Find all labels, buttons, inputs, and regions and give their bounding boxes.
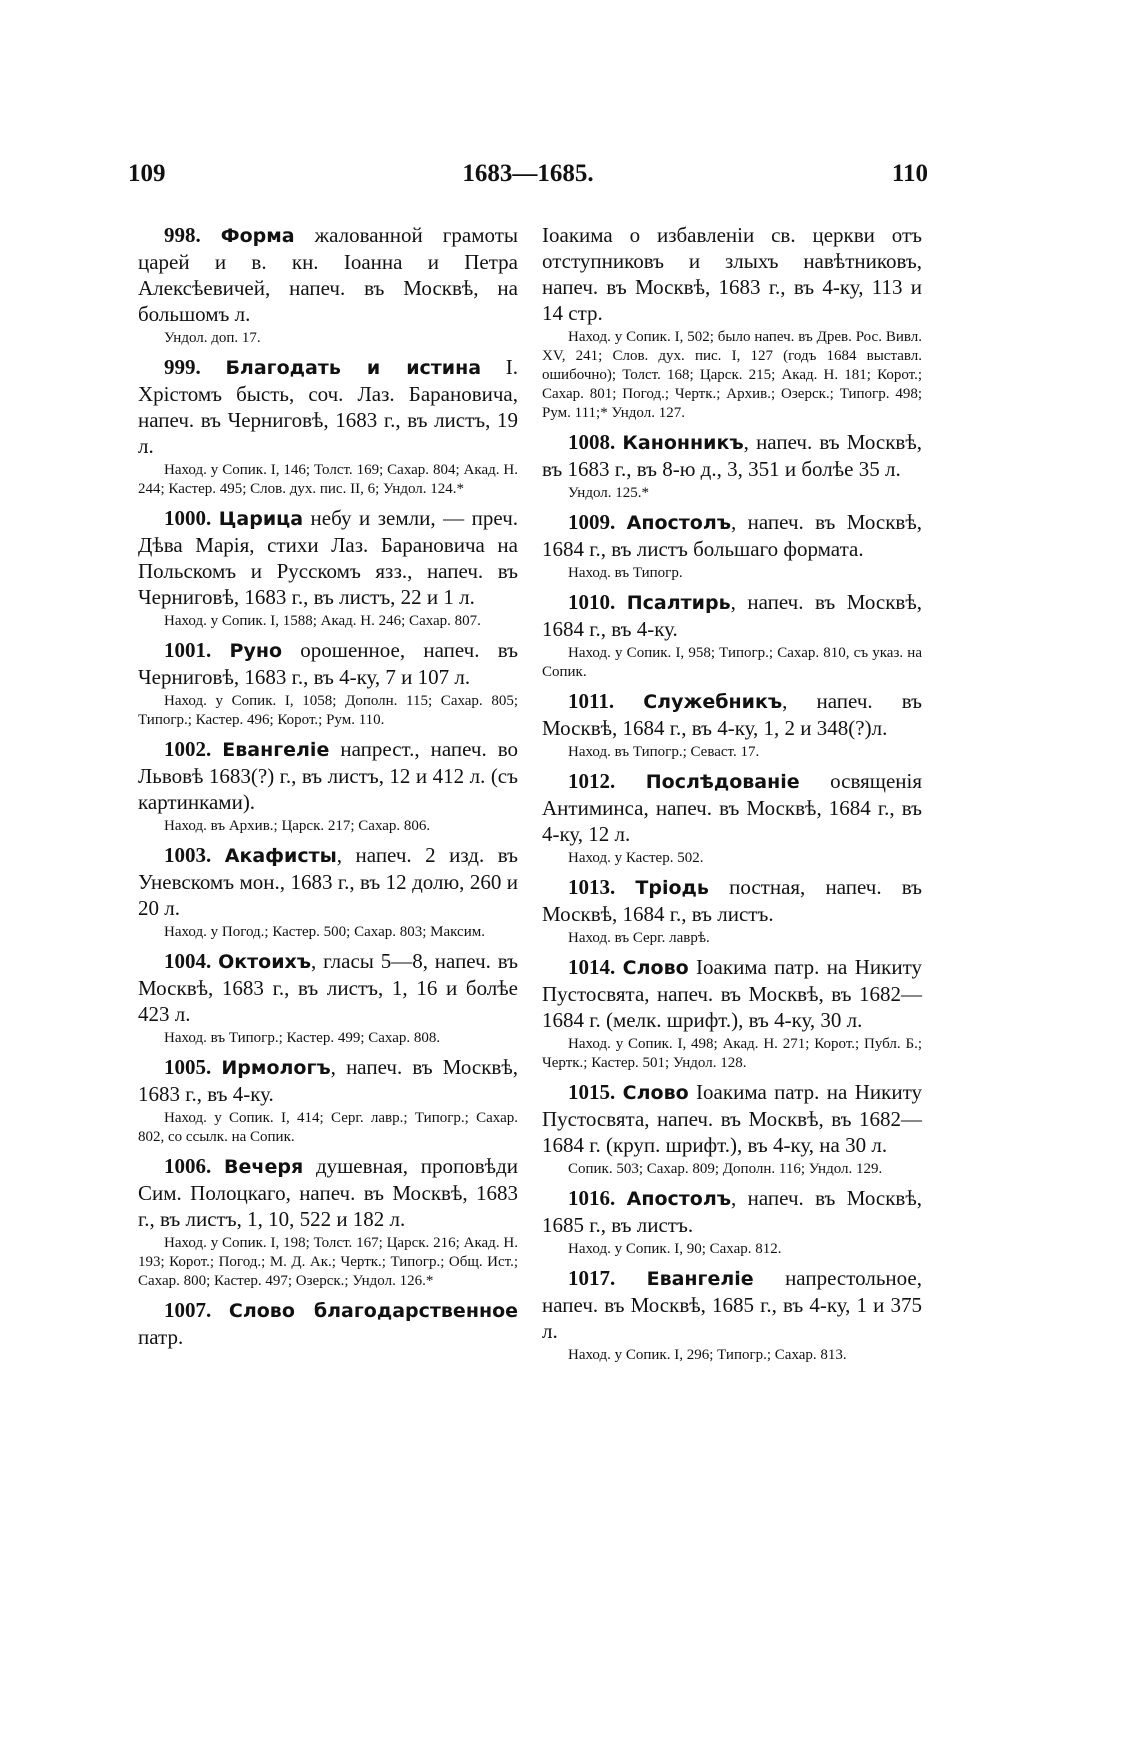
entry-title: Акафисты	[224, 845, 337, 867]
entry-source: Наход. въ Архив.; Царск. 217; Сахар. 806.	[164, 818, 431, 834]
catalog-entry	[138, 736, 518, 836]
entry-title: Евангеліе	[222, 739, 330, 761]
entry-number: 1016.	[568, 1186, 616, 1210]
entry-description	[542, 1265, 922, 1344]
entry-description	[542, 768, 922, 847]
entry-source: Наход. въ Типогр.	[568, 565, 683, 581]
page-number-left: 109	[128, 160, 166, 187]
entry-text: орошенное, напеч. въ Черниговѣ, 1683 г., въ 4-ку, 7 и 107 л.	[138, 638, 518, 689]
entry-description	[138, 354, 518, 459]
catalog-entry	[138, 1054, 518, 1147]
entry-description	[138, 505, 518, 610]
entry-title: Форма	[220, 225, 295, 247]
entry-title: Слово благодарственное	[228, 1300, 519, 1322]
entry-source: Наход. у Сопик. I, 1588; Акад. Н. 246; Сахар. 807.	[164, 613, 481, 629]
entry-text: напрестольное, напеч. въ Москвѣ, 1685 г., въ 4-ку, 1 и 375 л.	[542, 1266, 922, 1343]
entry-description	[138, 948, 518, 1027]
catalog-entry	[138, 948, 518, 1048]
entry-title: Слово	[622, 957, 689, 979]
entry-title: Апостолъ	[626, 1188, 732, 1210]
entry-text: , напеч. въ Москвѣ, въ 1683 г., въ 8-ю д., 3, 351 и болѣе 35 л.	[542, 430, 922, 481]
entry-source: Ундол. доп. 17.	[164, 330, 261, 346]
entry-description	[138, 1054, 518, 1107]
catalog-entry	[542, 222, 922, 423]
entry-source: Наход. въ Типогр.; Севаст. 17.	[568, 744, 760, 760]
catalog-entry	[138, 842, 518, 942]
entry-text: Іоакима о избавленіи св. церкви отъ отступниковъ и злыхъ навѣтниковъ, напеч. въ Москвѣ, 1683 г., въ 4-ку, 113 и 14 стр.	[542, 223, 922, 325]
entry-source: Наход. у Сопик. I, 414; Серг. лавр.; Типогр.; Сахар. 802, со ссылк. на Сопик.	[138, 1110, 518, 1145]
entry-source: Наход. въ Серг. лаврѣ.	[568, 930, 710, 946]
entry-source: Наход. у Сопик. I, 198; Толст. 167; Царск. 216; Акад. Н. 193; Корот.; Погод.; М. Д. Ак.; Чертк.; Типогр.; Общ. Ист.; Сахар. 800; Кастер. 497; Озерск.; Ундол. 126.*	[138, 1235, 518, 1289]
page-header	[128, 160, 928, 200]
entry-title: Тріодь	[635, 877, 709, 899]
entry-description	[542, 954, 922, 1033]
entry-source: Наход. въ Типогр.; Кастер. 499; Сахар. 808.	[164, 1030, 441, 1046]
catalog-entry	[542, 429, 922, 503]
catalog-entry	[542, 1079, 922, 1179]
entry-title: Апостолъ	[626, 512, 732, 534]
entry-source: Наход. у Сопик. I, 1058; Дополн. 115; Сахар. 805; Типогр.; Кастер. 496; Корот.; Рум. 110.	[138, 693, 518, 728]
entry-description	[542, 509, 922, 562]
entry-text: Іоакима патр. на Никиту Пустосвята, напеч. въ Москвѣ, въ 1682—1684 г. (круп. шрифт.), въ 4-ку, на 30 л.	[542, 1080, 922, 1157]
entry-number: 1015.	[568, 1080, 616, 1104]
entry-text: постная, напеч. въ Москвѣ, 1684 г., въ листъ.	[542, 875, 923, 926]
entry-source: Наход. у Погод.; Кастер. 500; Сахар. 803; Максим.	[164, 924, 485, 940]
entry-source: Сопик. 503; Сахар. 809; Дополн. 116; Ундол. 129.	[568, 1161, 883, 1177]
entry-description	[542, 1185, 922, 1238]
entry-number: 1017.	[568, 1266, 616, 1290]
entry-title: Царица	[218, 508, 304, 530]
entry-text: І. Хрістомъ бысть, соч. Лаз. Барановича, напеч. въ Черниговѣ, 1683 г., въ листъ, 19 л.	[138, 355, 518, 458]
entry-number: 1012.	[568, 769, 616, 793]
catalog-entry	[542, 688, 922, 762]
entry-title: Послѣдованіе	[645, 771, 800, 793]
entry-title: Ирмологъ	[221, 1057, 331, 1079]
left-column	[138, 222, 518, 1356]
entry-source: Наход. у Сопик. I, 502; было напеч. въ Древ. Рос. Вивл. XV, 241; Слов. дух. пис. I, 127 (годъ 1684 выставл. ошибочно); Толст. 168; Царск. 215; Акад. Н. 181; Корот.; Сахар. 801; Погод.; Чертк.; Архив.; Озерск.; Типогр. 498; Рум. 111;* Ундол. 127.	[542, 329, 922, 421]
entry-number: 1001.	[164, 638, 212, 662]
catalog-entry	[542, 954, 922, 1073]
entry-description	[138, 842, 518, 921]
entry-source: Ундол. 125.*	[568, 485, 649, 501]
entry-number: 1000.	[164, 506, 212, 530]
entry-title: Благодать и истина	[225, 357, 482, 379]
catalog-entry	[138, 505, 518, 631]
entry-source: Наход. у Сопик. I, 296; Типогр.; Сахар. 813.	[568, 1347, 847, 1363]
entry-description	[542, 874, 922, 927]
entry-source: Наход. у Сопик. I, 958; Типогр.; Сахар. 810, съ указ. на Сопик.	[542, 645, 922, 680]
entry-description	[138, 1297, 518, 1350]
entry-source: Наход. у Сопик. I, 90; Сахар. 812.	[568, 1241, 782, 1257]
entry-description	[542, 222, 922, 326]
entry-text: , напеч. въ Москвѣ, 1684 г., въ 4-ку, 1, 2 и 348(?)л.	[542, 689, 923, 740]
entry-text: , напеч. въ Москвѣ, 1684 г., въ 4-ку.	[542, 590, 922, 641]
entry-title: Вечеря	[224, 1156, 304, 1178]
entry-number: 1010.	[568, 590, 616, 614]
catalog-entry	[542, 1265, 922, 1365]
entry-number: 1008.	[568, 430, 616, 454]
entry-description	[138, 222, 518, 327]
entry-source: Наход. у Кастер. 502.	[568, 850, 704, 866]
entry-number: 1009.	[568, 510, 616, 534]
entry-description	[138, 736, 518, 815]
entry-number: 1003.	[164, 843, 212, 867]
catalog-entry	[138, 1297, 518, 1350]
entry-title: Служебникъ	[643, 691, 783, 713]
entry-text: патр.	[138, 1325, 184, 1349]
entry-description	[542, 1079, 922, 1158]
entry-description	[542, 688, 922, 741]
catalog-entry	[138, 222, 518, 348]
entry-text: душевная, проповѣди Сим. Полоцкаго, напеч. въ Москвѣ, 1683 г., въ листъ, 1, 10, 522 и 182 л.	[138, 1154, 519, 1231]
entry-title: Псалтирь	[626, 592, 731, 614]
entry-description	[138, 1153, 518, 1232]
running-title-years: 1683—1685.	[462, 160, 594, 187]
entry-title: Руно	[229, 640, 283, 662]
catalog-entry	[542, 768, 922, 868]
entry-number: 1014.	[568, 955, 616, 979]
catalog-entry	[542, 589, 922, 682]
entry-number: 1013.	[568, 875, 616, 899]
entry-number: 1004.	[164, 949, 212, 973]
catalog-entry	[138, 1153, 518, 1291]
entry-text: небу и земли, — преч. Дѣва Марія, стихи Лаз. Барановича на Польскомъ и Русскомъ язз., напеч. въ Черниговѣ, 1683 г., въ листъ, 22 и 1 л.	[138, 506, 519, 609]
entry-text: напрест., напеч. во Львовѣ 1683(?) г., въ листъ, 12 и 412 л. (съ картинками).	[138, 737, 519, 814]
entry-source: Наход. у Сопик. I, 146; Толст. 169; Сахар. 804; Акад. Н. 244; Кастер. 495; Слов. дух. пис. II, 6; Ундол. 124.*	[138, 462, 518, 497]
entry-text: освященія Антиминса, напеч. въ Москвѣ, 1684 г., въ 4-ку, 12 л.	[542, 769, 922, 846]
entry-text: , напеч. въ Москвѣ, 1684 г., въ листъ большаго формата.	[542, 510, 922, 561]
entry-number: 1002.	[164, 737, 212, 761]
entry-text: жалованной грамоты царей и в. кн. Іоанна и Петра Алексѣевичей, напеч. въ Москвѣ, на большомъ л.	[138, 223, 519, 326]
catalog-entry	[138, 637, 518, 730]
catalog-entry	[138, 354, 518, 499]
entry-title: Октоихъ	[218, 951, 312, 973]
entry-text: , напеч. въ Москвѣ, 1685 г., въ листъ.	[542, 1186, 922, 1237]
catalog-entry	[542, 509, 922, 583]
page-number-right: 110	[891, 160, 928, 187]
entry-title: Слово	[622, 1082, 689, 1104]
entry-number: 1007.	[164, 1298, 212, 1322]
entry-description	[542, 589, 922, 642]
entry-text: Іоакима патр. на Никиту Пустосвята, напеч. въ Москвѣ, въ 1682—1684 г. (мелк. шрифт.), въ 4-ку, 30 л.	[542, 955, 922, 1032]
entry-text: , напеч. 2 изд. въ Уневскомъ мон., 1683 г., въ 12 долю, 260 и 20 л.	[138, 843, 518, 920]
entry-title: Евангеліе	[646, 1268, 754, 1290]
catalog-entry	[542, 874, 922, 948]
entry-number: 999.	[164, 355, 201, 379]
entry-text: , гласы 5—8, напеч. въ Москвѣ, 1683 г., въ листъ, 1, 16 и болѣе 423 л.	[138, 949, 518, 1026]
entry-description	[138, 637, 518, 690]
catalog-entry	[542, 1185, 922, 1259]
right-column	[542, 222, 922, 1371]
entry-number: 1005.	[164, 1055, 212, 1079]
entry-source: Наход. у Сопик. I, 498; Акад. Н. 271; Корот.; Публ. Б.; Чертк.; Кастер. 501; Ундол. 128.	[542, 1036, 922, 1071]
entry-title: Канонникъ	[622, 432, 744, 454]
entry-number: 1011.	[568, 689, 615, 713]
entry-number: 1006.	[164, 1154, 212, 1178]
entry-text: , напеч. въ Москвѣ, 1683 г., въ 4-ку.	[138, 1055, 519, 1106]
entry-description	[542, 429, 922, 482]
entry-number: 998.	[164, 223, 201, 247]
